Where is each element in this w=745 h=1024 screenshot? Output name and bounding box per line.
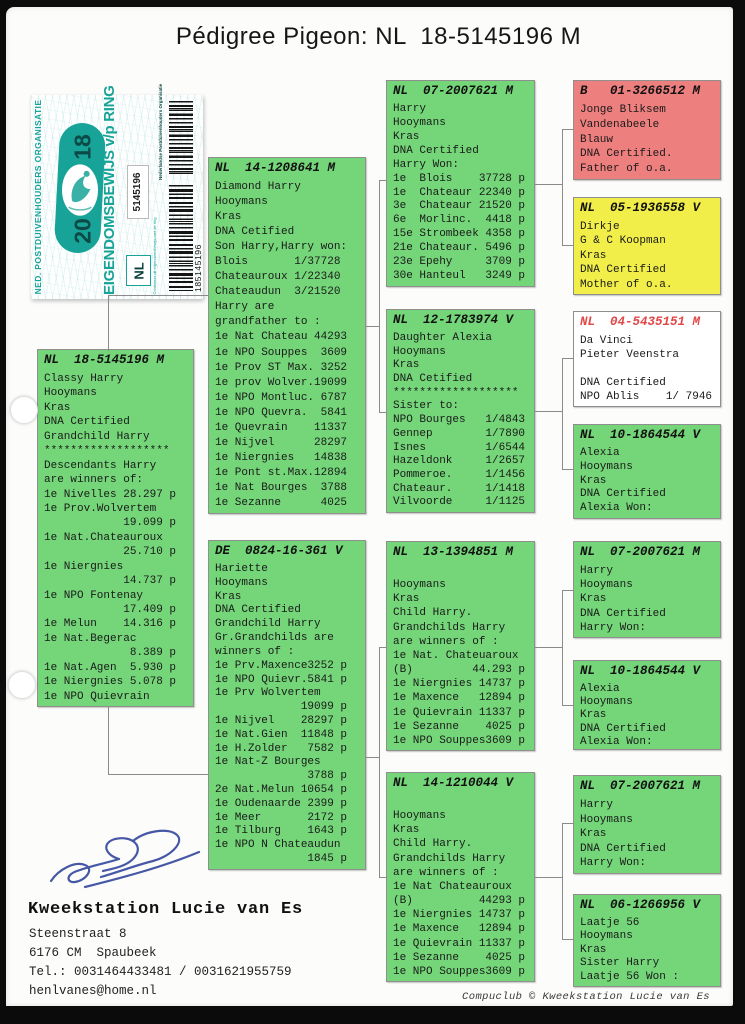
sticker-country-code: NL [131,262,147,280]
pedigree-box-fm [386,309,535,513]
barcode-icon [169,101,193,175]
barcode-icon [169,185,193,291]
ring-ownership-sticker [31,83,203,299]
page-title: Pédigree Pigeon: NL 18-5145196 M [175,23,582,50]
address-line: henlvanes@home.nl [29,984,157,998]
pedigree-connector-line [562,705,573,706]
pedigree-box-ff [386,80,535,287]
pedigree-connector-line [379,412,386,413]
box-details: Classy Harry Hooymans Kras DNA Certified Grandchild Harry ******************* Descendants Harry are winners of: 1e Nivelles 28.297 p 1e Prov.Wolvertem 19.099 p 1e Nat.Chateauroux 25.710 p 1e Niergnies 14.737 p 1e NPO Fontenay 17.409 p 1e Melun 14.316 p 1e Nat.Begerac 8.389 p 1e Nat.Agen 5.930 p 1e Niergnies 5.078 p 1e NPO Quievrain [44,373,177,703]
pedigree-connector-line [562,469,573,470]
punch-hole [10,396,38,424]
pedigree-connector-line [366,757,380,758]
pedigree-connector-line [562,590,563,706]
pedigree-connector-line [108,295,109,351]
pedigree-connector-line [562,129,563,246]
pedigree-box-mmf [573,775,721,874]
pedigree-box-ffm [573,197,721,295]
ring-number: NL 10-1864544 V [580,664,701,678]
pedigree-connector-line [379,180,386,181]
box-details: Harry Hooymans Kras DNA Certified Harry Won: 1e Blois 37728 p 1e Chateaur 22340 p 3e Chateaur 21520 p 6e Morlinc. 4418 p 15e Strombeek 4358 p 21e Chateaur. 5496 p 23e Epehy 3709 p 30e Hanteul 3249 p [393,103,526,283]
ring-number: NL 04-5435151 M [580,315,701,329]
pedigree-connector-line [108,295,208,296]
box-details: Hooymans Kras Child Harry. Grandchilds Harry are winners of : 1e Nat. Chateuaroux (B) 44.293 p 1e Niergnies 14737 p 1e Maxence 12894 p 1e Quievrain 11337 p 1e Sezanne 4025 p 1e NPO Souppes3609 p [393,579,526,747]
pedigree-connector-line [379,647,386,648]
breeder-address [29,925,292,1001]
barcode-number: 185145196 [193,244,203,292]
box-details: Harry Hooymans Kras DNA Certified Harry Won: [580,565,666,634]
ring-number: DE 0824-16-361 V [215,544,343,558]
ring-number: B 01-3266512 M [580,84,701,98]
breeder-name: Kweekstation Lucie van Es [28,900,304,919]
pedigree-connector-line [366,326,380,327]
pedigree-box-mm [386,772,535,982]
pedigree-connector-line [562,358,573,359]
pedigree-connector-line [562,823,563,940]
pedigree-connector-line [379,180,380,413]
pedigree-box-subject [37,349,194,707]
document-page [6,7,733,1006]
pedigree-connector-line [108,707,109,775]
box-details: Da Vinci Pieter Veenstra DNA Certified NPO Ablis 1/ 7946 [580,335,713,403]
pedigree-box-fmm [573,424,721,519]
pedigree-box-mff [573,541,721,638]
npo-pigeon-emblem-icon [61,161,99,219]
pedigree-connector-line [562,129,573,130]
pedigree-connector-line [379,647,380,878]
pedigree-connector-line [562,245,573,246]
box-details: Hooymans Kras Child Harry. Grandchilds Harry are winners of : 1e Nat Chateauroux (B) 44293 p 1e Niergnies 14737 p 1e Maxence 12894 p 1e Quievrain 11337 p 1e Sezanne 4025 p 1e NPO Souppes3609 p [393,810,526,978]
box-details: Jonge Bliksem Vandenabeele Blauw DNA Certified. Father of o.a. [580,104,673,176]
sticker-year-bottom: 20 [69,218,95,244]
pedigree-connector-line [562,939,573,940]
pedigree-box-fmf [573,311,721,407]
ring-number: NL 10-1864544 V [580,428,701,442]
box-details: Alexia Hooymans Kras DNA Certified Alexia Won: [580,683,666,748]
pedigree-connector-line [108,774,208,775]
ring-number: NL 18-5145196 M [44,353,165,367]
address-line: 6176 CM Spaubeek [29,946,157,960]
sticker-micro-text: Controleer dit eigendomsbewijs met de ring [152,217,157,295]
box-details: Diamond Harry Hooymans Kras DNA Cetified Son Harry,Harry won: Blois 1/37728 Chateauroux 1/22340 Chateaudun 3/21520 Harry are grandfather to : 1e Nat Chateau 44293 1e NPO Souppes 3609 1e Prov ST Max. 3252 1e prov Wolver.19099 1e NPO Montluc. 6787 1e NPO Quevra. 5841 1e Quevrain 11337 1e Nijvel 28297 1e Niergnies 14838 1e Pont st.Max.12894 1e Nat Bourges 3788 1e Sezanne 4025 [215,181,348,509]
pedigree-connector-line [535,184,563,185]
punch-hole [8,671,36,699]
pedigree-connector-line [535,647,563,648]
address-line: Tel.: 0031464433481 / 0031621955759 [29,965,292,979]
pedigree-connector-line [535,411,563,412]
pedigree-box-mf [386,541,535,751]
box-details: Laatje 56 Hooymans Kras Sister Harry Laatje 56 Won : [580,917,680,983]
compuclub-credit: Compuclub © Kweekstation Lucie van Es [462,991,710,1003]
ring-number: NL 12-1783974 V [393,313,514,327]
box-details: Hariette Hooymans Kras DNA Certified Grandchild Harry Gr.Grandchilds are winners of : 1e Prv.Maxence3252 p 1e NPO Quievr.5841 p 1e Prv Wolvertem 19099 p 1e Nijvel 28297 p 1e Nat.Gien 11848 p 1e H.Zolder 7582 p 1e Nat-Z Bourges 3788 p 2e Nat.Melun 10654 p 1e Oudenaarde 2399 p 1e Meer 2172 p 1e Tilburg 1643 p 1e NPO N Chateaudun 1845 p [215,563,348,866]
pedigree-box-mmm [573,894,721,987]
sticker-country-box [126,255,151,286]
ring-number: NL 07-2007621 M [580,545,701,559]
ring-number: NL 06-1266956 V [580,898,701,912]
ring-number: NL 14-1208641 M [215,161,336,175]
sticker-ring-number: 5145196 [132,172,143,212]
ring-number: NL 07-2007621 M [393,84,514,98]
pedigree-box-mother [208,540,366,870]
ring-number: NL 13-1394851 M [393,545,514,559]
signature [41,819,211,899]
pedigree-box-fff [573,80,721,180]
sticker-ownership-label: EIGENDOMSBEWIJS v/p RING [101,85,118,295]
pedigree-connector-line [535,877,563,878]
pedigree-connector-line [562,358,563,470]
sticker-npo-line: Nederlandse Postduivenhouders Organisatie [158,83,163,180]
ring-number: NL 14-1210044 V [393,776,514,790]
pedigree-box-father [208,157,366,514]
pedigree-connector-line [562,590,573,591]
sticker-organisation-text: NED. POSTDUIVENHOUDERS ORGANISATIE [33,99,43,295]
sticker-ring-number-box [127,165,149,219]
ring-number: NL 07-2007621 M [580,779,701,793]
box-details: Harry Hooymans Kras DNA Certified Harry Won: [580,799,666,870]
ring-number: NL 05-1936558 V [580,201,701,215]
address-line: Steenstraat 8 [29,927,127,941]
box-details: Daughter Alexia Hooymans Kras DNA Cetified ******************* Sister to: NPO Bourges 1/4843 Gennep 1/7890 Isnes 1/6544 Hazeldonk 1/2657 Pommeroe. 1/1456 Chateaur. 1/1418 Vilvoorde 1/1125 [393,332,526,509]
sticker-year-top: 18 [69,134,95,160]
pedigree-connector-line [379,877,386,878]
pedigree-connector-line [562,823,573,824]
pedigree-box-mfm [573,660,721,750]
box-details: Dirkje G & C Koopman Kras DNA Certified Mother of o.a. [580,221,673,291]
box-details: Alexia Hooymans Kras DNA Certified Alexia Won: [580,447,666,515]
